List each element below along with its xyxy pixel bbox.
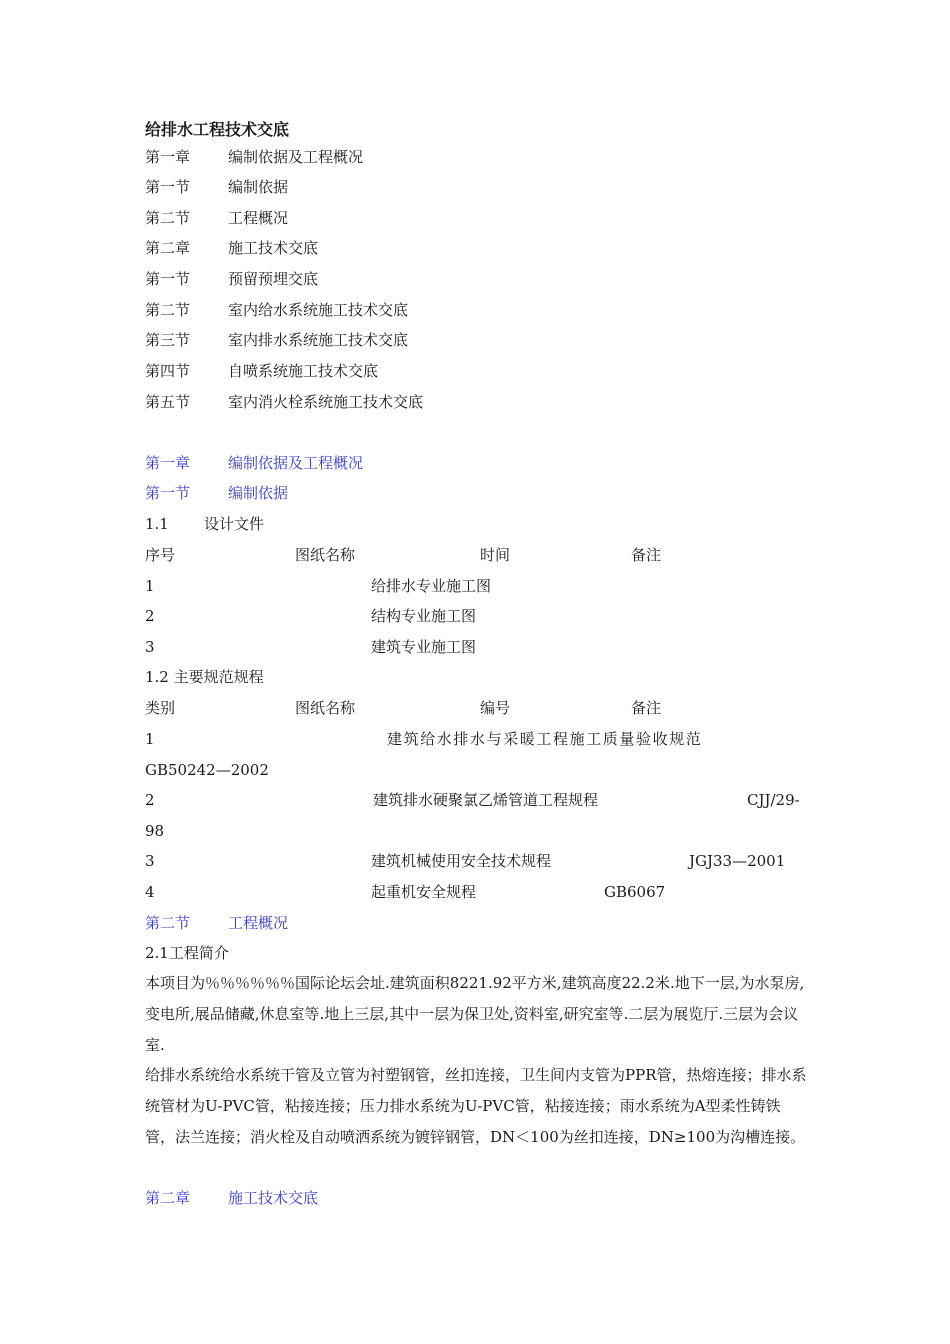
overview-paragraph: 本项目为％％％％％％国际论坛会址.建筑面积8221.92平方米,建筑高度22.2米.地下一层,为水泵房,变电所,展品储藏,休息室等.地上三层,其中一层为保卫处,资料室,研究室等.二层为展览厅.三层为会议室.	[145, 974, 805, 1054]
table-row-code: 98	[145, 822, 165, 840]
subsection-heading: 1.2 主要规范规程	[145, 668, 264, 686]
document-title: 给排水工程技术交底	[145, 120, 290, 139]
document-page: 给排水工程技术交底 第一章 编制依据及工程概况 第一节 编制依据 第二节 工程概况 第二章 施工技术交底 第一节 预留预埋交底 第二节 室内给水系统施工技术交底 第三节 室内排水系统施工技术交底 第四节 自喷系统施工技术交底 第五节 室内消火栓系统施工技术交底 第一章 编制依据及工程概况 第一节 编制依据 1.1 设计文件 序号 图纸名称 时间 备注 1 给排水专业施工图 2 结构专业施工图 3 建筑专业施工图 1.2 主要规范规程 类别 图纸名称 编号 备注 1 建筑给水排水与采暖工程施工质量验收规范 GB50242—2002 2 建筑排水硬聚氯乙烯管道工程规程 CJJ/29- 98 3 建筑机械使用安全技术规程 JGJ33—2001 4 起重机安全规程 GB6067 第二节 工程概况 2.1工程简介 本项目为％％％％％％国际论坛会址.建筑面积8221.92平方米,建筑高度22.2米.地下一层,为水泵房,变电所,展品储藏,休息室等.地上三层,其中一层为保卫处,资料室,研究室等.二层为展览厅.三层为会议室. 给排水系统给水系统干管及立管为衬塑钢管，丝扣连接，卫生间内支管为PPR管，热熔连接；排水系统管材为U-PVC管，粘接连接；压力排水系统为U-PVC管，粘接连接；雨水系统为A型柔性铸铁管，法兰连接；消火栓及自动喷洒系统为镀锌钢管，DN＜100为丝扣连接，DN≥100为沟槽连接。 第二章 施工技术交底	[0, 0, 950, 1344]
subsection-heading: 1.1 设计文件	[145, 515, 265, 533]
subsection-heading: 2.1工程简介	[145, 944, 229, 962]
table-row-code: GB50242—2002	[145, 761, 269, 779]
overview-paragraph: 给排水系统给水系统干管及立管为衬塑钢管，丝扣连接，卫生间内支管为PPR管，热熔连接；排水系统管材为U-PVC管，粘接连接；压力排水系统为U-PVC管，粘接连接；雨水系统为A型柔性铸铁管，法兰连接；消火栓及自动喷洒系统为镀锌钢管，DN＜100为丝扣连接，DN≥100为沟槽连接。	[145, 1066, 807, 1146]
